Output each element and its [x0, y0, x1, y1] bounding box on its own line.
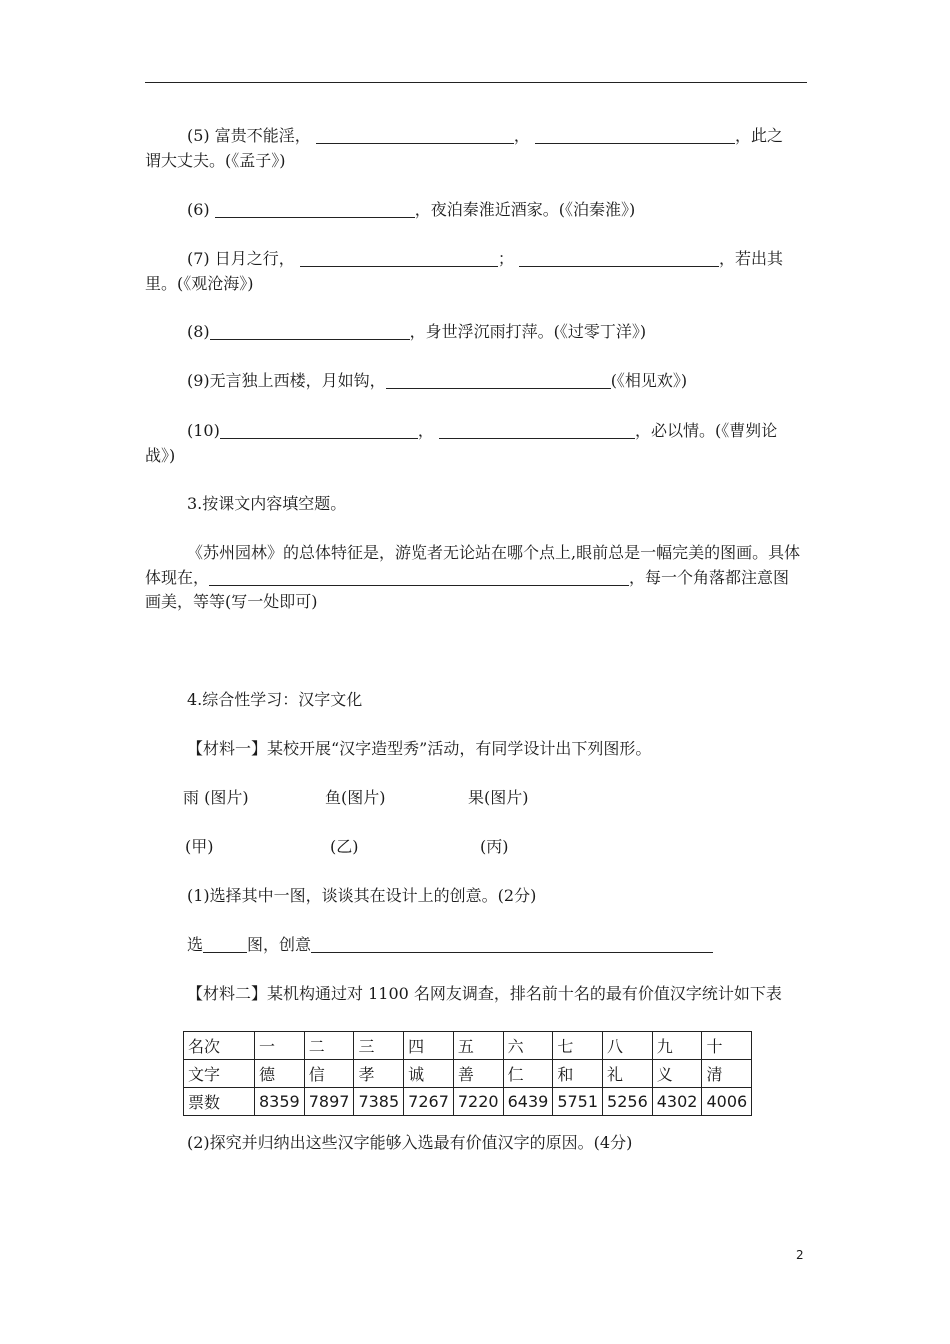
figure-bing-label: 果(图片): [468, 788, 529, 807]
material-1: 【材料一】某校开展“汉字造型秀”活动，有同学设计出下列图形。: [187, 739, 652, 758]
question-5: (5) 富贵不能淫， ， ，此之: [187, 126, 783, 145]
question-8: (8) ，身世浮沉雨打萍。(《过零丁洋》): [187, 322, 647, 341]
figure-yi-tag: (乙): [330, 837, 359, 856]
section-4-title: 4.综合性学习：汉字文化: [187, 690, 363, 709]
choose-line: 选 图，创意: [145, 933, 807, 957]
answer-blank[interactable]: [203, 936, 247, 953]
sub-question-2: (2)探究并归纳出这些汉字能够入选最有价值汉字的原因。(4分): [187, 1133, 633, 1152]
answer-blank[interactable]: [300, 250, 498, 267]
question-10: (10) ， ，必以情。(《曹刿论: [187, 421, 778, 440]
answer-blank[interactable]: [220, 422, 418, 439]
answer-blank[interactable]: [439, 422, 635, 439]
header-rule: [145, 82, 807, 83]
section-3-line3: 画美，等等(写一处即可): [145, 592, 318, 611]
answer-blank[interactable]: [535, 127, 735, 144]
votes-table: [183, 1031, 752, 1116]
answer-blank[interactable]: [519, 250, 719, 267]
question-5-cont: 谓大丈夫。(《孟子》): [145, 151, 286, 170]
figure-jia-tag: (甲): [185, 837, 214, 856]
table-header: 名次: [184, 1032, 255, 1060]
section-3-title: 3.按课文内容填空题。: [187, 494, 347, 513]
figure-bing-tag: (丙): [480, 837, 509, 856]
table-row: 票数 8359 7897 7385 7267 7220 6439 5751 5256 4302 4006: [184, 1088, 752, 1116]
answer-blank[interactable]: [316, 127, 514, 144]
figure-jia-label: 雨 (图片): [183, 788, 249, 807]
question-9: (9)无言独上西楼，月如钩， (《相见欢》): [187, 371, 688, 390]
question-10-cont: 战》): [145, 446, 176, 465]
table-header: 文字: [184, 1060, 255, 1088]
section-3-line2: 体现在， ，每一个角落都注意图: [145, 568, 790, 587]
table-header: 票数: [184, 1088, 255, 1116]
answer-blank[interactable]: [209, 569, 629, 586]
material-2: 【材料二】某机构通过对 1100 名网友调查，排名前十名的最有价值汉字统计如下表: [187, 984, 782, 1003]
figure-yi-label: 鱼(图片): [325, 788, 386, 807]
section-3-line1: 《苏州园林》的总体特征是，游览者无论站在哪个点上,眼前总是一幅完美的图画。具体: [187, 543, 801, 562]
answer-blank[interactable]: [386, 372, 611, 389]
question-7-cont: 里。(《观沧海》): [145, 274, 254, 293]
answer-blank[interactable]: [311, 936, 713, 953]
table-row: 名次 一 二 三 四 五 六 七 八 九 十: [184, 1032, 752, 1060]
question-7: (7) 日月之行， ； ，若出其: [187, 249, 783, 268]
sub-question-1: (1)选择其中一图，谈谈其在设计上的创意。(2分): [187, 886, 537, 905]
answer-blank[interactable]: [210, 323, 410, 340]
page-number: 2: [796, 1248, 804, 1262]
table-row: 文字 德 信 孝 诚 善 仁 和 礼 义 清: [184, 1060, 752, 1088]
question-6: (6) ，夜泊秦淮近酒家。(《泊秦淮》): [187, 200, 636, 219]
answer-blank[interactable]: [215, 201, 415, 218]
